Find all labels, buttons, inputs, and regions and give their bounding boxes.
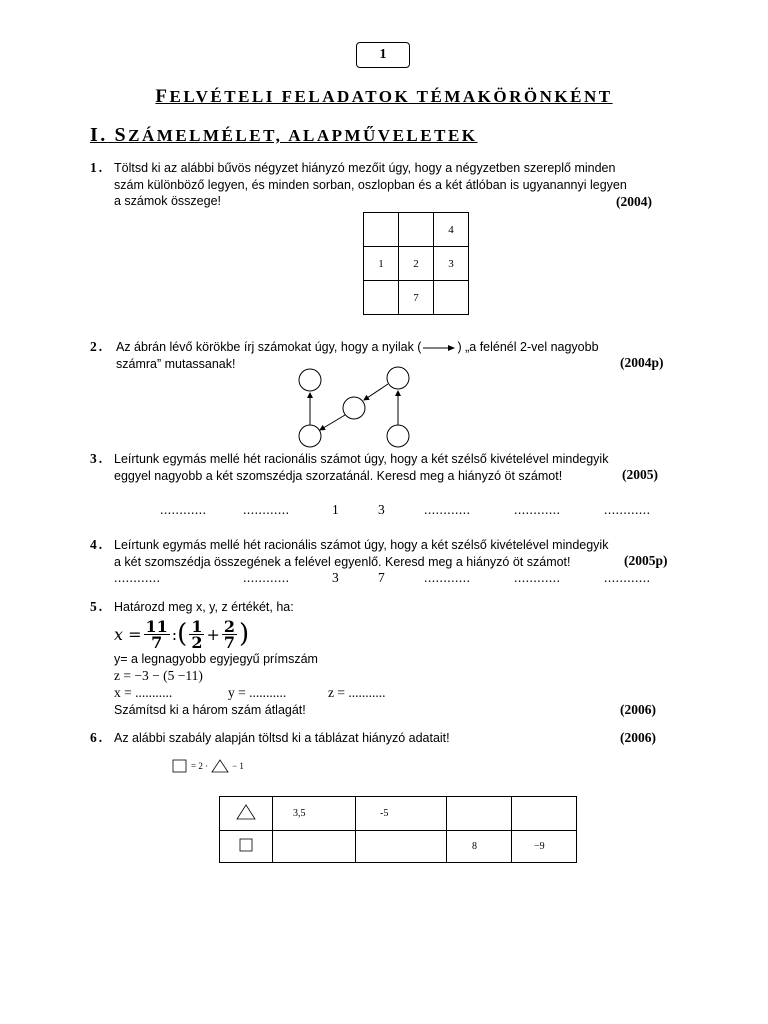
table-cell <box>273 831 356 863</box>
q5-y-answer: y = ........... <box>228 685 287 700</box>
q2-number: 2. <box>90 339 105 354</box>
formula-lhs: x = <box>114 624 142 644</box>
q3-seq-item: ............ <box>514 502 561 517</box>
diagram-arrow <box>364 384 388 400</box>
magic-cell: 2 <box>399 247 434 281</box>
q5-z-answer: z = ........... <box>328 685 386 700</box>
frac-denominator: 2 <box>191 632 203 652</box>
q4-seq-item: ............ <box>424 570 471 585</box>
magic-cell: 7 <box>399 281 434 315</box>
q4-number: 4. <box>90 537 105 552</box>
table-cell: 8 <box>447 831 512 863</box>
diagram-circle <box>299 369 321 391</box>
q2-text-a: Az ábrán lévő körökbe írj számokat úgy, hogy a nyilak ( <box>116 340 422 354</box>
q5-number: 5. <box>90 599 105 614</box>
q1-number: 1. <box>90 160 105 175</box>
q5-intro: Határozd meg x, y, z értékét, ha: <box>114 600 294 614</box>
q4-seq-item: ............ <box>243 570 290 585</box>
page-title <box>0 86 768 108</box>
q4-line: Leírtunk egymás mellé hét racionális számot úgy, hogy a két szélső kivételével mindegyik <box>114 538 609 552</box>
q2-year: (2004p) <box>620 355 664 370</box>
rule-equals: = 2 · <box>191 761 209 771</box>
q3-text <box>114 451 694 484</box>
rule-minus: − 1 <box>232 761 244 771</box>
q1-year: (2004) <box>616 194 652 209</box>
q5-year: (2006) <box>620 702 656 717</box>
frac-denominator: 7 <box>151 632 163 652</box>
q4-seq-item: ............ <box>514 570 561 585</box>
magic-cell: 4 <box>434 213 469 247</box>
q3-seq-item: ............ <box>604 502 651 517</box>
q3-number: 3. <box>90 451 105 466</box>
formula-plus: + <box>206 624 220 644</box>
q6-text: Az alábbi szabály alapján töltsd ki a táblázat hiányzó adatait! <box>114 731 450 745</box>
magic-cell <box>364 213 399 247</box>
frac-numerator: 1 <box>191 616 203 636</box>
square-icon <box>238 837 254 853</box>
q5-task: Számítsd ki a három szám átlagát! <box>114 703 306 717</box>
q5-formula <box>114 616 249 652</box>
fraction-2-7 <box>222 616 237 652</box>
section-rest: ZÁMELMÉLET, ALAPMŰVELETEK <box>128 126 478 145</box>
q1-line: Töltsd ki az alábbi bűvös négyzet hiányzó mezőit úgy, hogy a négyzetben szereplő minden <box>114 161 616 175</box>
triangle-header <box>220 797 273 831</box>
square-icon <box>172 759 188 773</box>
rule-table <box>219 796 577 863</box>
frac-numerator: 11 <box>145 616 168 636</box>
q3-seq-item: ............ <box>160 502 207 517</box>
diagram-circle <box>387 425 409 447</box>
q4-seq-item: 7 <box>378 570 386 585</box>
table-cell: -5 <box>356 797 447 831</box>
rule-formula <box>172 759 244 773</box>
q4-text <box>114 537 694 570</box>
q6-year: (2006) <box>620 730 656 745</box>
q6-number: 6. <box>90 730 105 745</box>
circle-arrow-diagram <box>290 362 420 454</box>
triangle-icon <box>211 759 229 773</box>
magic-cell <box>434 281 469 315</box>
diagram-circle <box>387 367 409 389</box>
q3-seq-item: 1 <box>332 502 340 517</box>
table-cell: 3,5 <box>273 797 356 831</box>
q4-seq-item: 3 <box>332 570 340 585</box>
q3-seq-item: ............ <box>424 502 471 517</box>
square-header <box>220 831 273 863</box>
arrow-icon <box>422 343 456 353</box>
fraction-11-7 <box>144 616 170 652</box>
q1-text <box>114 160 684 210</box>
page-number: 1 <box>356 42 410 68</box>
paren-open-icon: ( <box>177 619 188 649</box>
q3-year: (2005) <box>622 467 658 482</box>
q4-seq-item: ............ <box>604 570 651 585</box>
q1-line: szám különböző legyen, és minden sorban, oszlopban és a két átlóban is ugyanannyi legyen <box>114 177 627 192</box>
q5-z-line: z = −3 − (5 −11) <box>114 668 203 683</box>
title-initial: F <box>155 86 170 107</box>
formula-colon: : <box>171 624 178 644</box>
diagram-circle <box>299 425 321 447</box>
frac-numerator: 2 <box>223 616 236 636</box>
fraction-1-2 <box>189 616 204 652</box>
paren-close-icon: ) <box>239 619 250 649</box>
q3-seq-item: ............ <box>243 502 290 517</box>
table-cell <box>356 831 447 863</box>
q4-line: a két szomszédja összegének a felével egyenlő. Keresd meg a hiányzó öt számot! <box>114 554 571 569</box>
magic-cell <box>364 281 399 315</box>
table-cell <box>512 797 577 831</box>
q3-line: eggyel nagyobb a két szomszédja szorzatánál. Keresd meg a hiányzó öt számot! <box>114 468 563 483</box>
triangle-icon <box>236 804 256 820</box>
section-roman: I. <box>90 124 108 146</box>
q3-line: Leírtunk egymás mellé hét racionális számot úgy, hogy a két szélső kivételével mindegyik <box>114 452 609 466</box>
title-rest: ELVÉTELI FELADATOK TÉMAKÖRÖNKÉNT <box>169 87 613 106</box>
magic-cell: 1 <box>364 247 399 281</box>
diagram-circle <box>343 397 365 419</box>
diagram-arrow <box>320 415 345 430</box>
section-initial: S <box>114 124 129 146</box>
frac-denominator: 7 <box>223 632 236 652</box>
magic-square <box>363 212 469 315</box>
table-cell <box>447 797 512 831</box>
section-title <box>90 124 478 147</box>
q2-text-b: ) „a felénél 2-vel nagyobb <box>457 340 599 354</box>
q2-line2: számra” mutassanak! <box>116 356 236 371</box>
q4-seq-item: ............ <box>114 570 161 585</box>
magic-cell <box>399 213 434 247</box>
q1-line: a számok összege! <box>114 194 221 208</box>
magic-cell: 3 <box>434 247 469 281</box>
q4-year: (2005p) <box>624 553 668 568</box>
table-cell: −9 <box>512 831 577 863</box>
q5-y-line: y= a legnagyobb egyjegyű prímszám <box>114 652 318 666</box>
q5-x-answer: x = ........... <box>114 685 173 700</box>
q3-seq-item: 3 <box>378 502 386 517</box>
